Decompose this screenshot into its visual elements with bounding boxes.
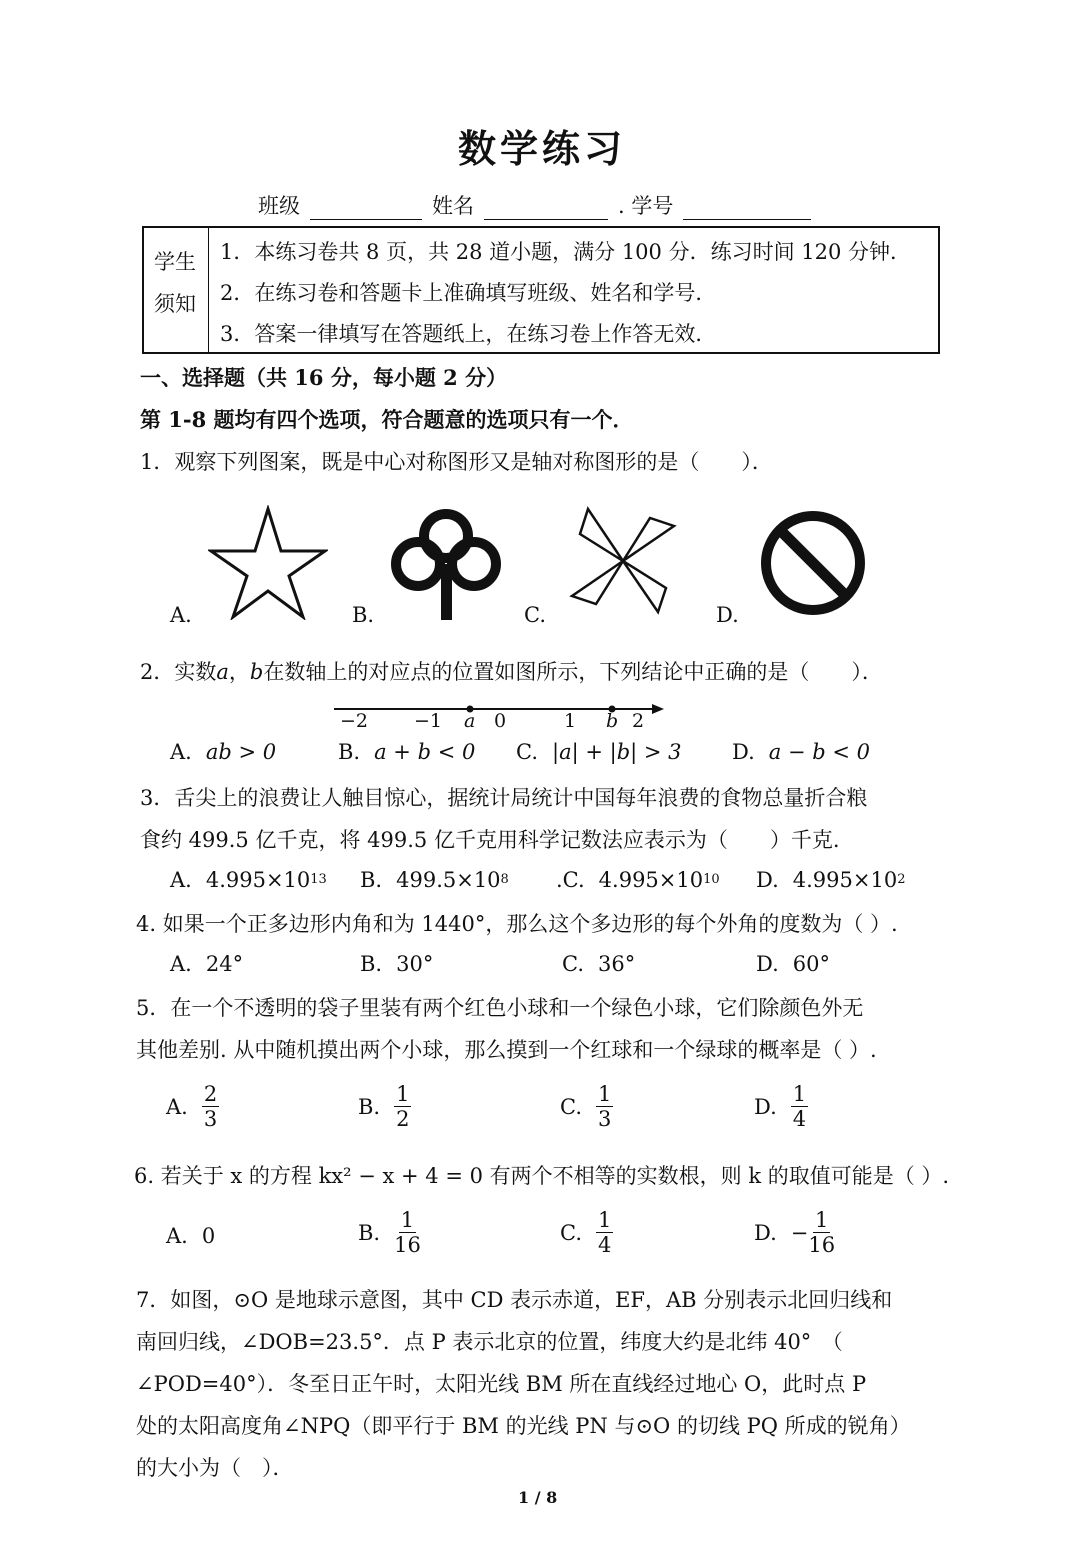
notice-item-3: 3．答案一律填写在答题纸上，在练习卷上作答无效． — [220, 322, 717, 346]
q6-option-d: D. − $\frac{1}{16}$ — [754, 1208, 836, 1257]
notice-head-line1: 学生 — [154, 250, 196, 274]
student-info-row — [258, 192, 821, 220]
q3-option-a: A. 4.995×10 13 — [170, 868, 327, 892]
notice-head-line2: 须知 — [154, 292, 196, 316]
q7-line-4: 处的太阳高度角∠NPQ（即平行于 BM 的光线 PN 与⊙O 的切线 PQ 所成的锐角） — [136, 1414, 911, 1438]
q1-option-b-label: B. — [352, 603, 375, 627]
q1-option-d-label: D. — [716, 603, 739, 627]
axis-tick-neg1: −1 — [414, 710, 443, 732]
notice-item-2: 2．在练习卷和答题卡上准确填写班级、姓名和学号． — [220, 281, 717, 305]
q1-stem: 1．观察下列图案，既是中心对称图形又是轴对称图形的是（ ）． — [140, 450, 773, 474]
q2-option-d: D. a − b < 0 — [732, 740, 870, 764]
q5-option-d: D. $\frac{1}{4}$ — [754, 1082, 807, 1131]
q4-option-b: B. 30° — [360, 952, 434, 976]
page-number: 1 / 8 — [518, 1488, 558, 1507]
student-id-field[interactable] — [683, 197, 811, 220]
notice-box — [142, 226, 940, 354]
q2-stem: 2．实数a，b在数轴上的对应点的位置如图所示，下列结论中正确的是（ ）． — [140, 660, 883, 684]
axis-point-a: a — [464, 710, 476, 732]
axis-point-b: b — [606, 710, 619, 732]
q7-line-2: 南回归线，∠DOB=23.5°．点 P 表示北京的位置，纬度大约是北纬 40° （ — [136, 1330, 843, 1354]
class-label: 班级 — [258, 194, 300, 218]
q5-stem-line1: 5．在一个不透明的袋子里装有两个红色小球和一个绿色小球，它们除颜色外无 — [136, 996, 864, 1020]
q3-option-d: D. 4.995×10 2 — [756, 868, 906, 892]
q3-stem-line2: 食约 499.5 亿千克，将 499.5 亿千克用科学记数法应表示为（ ）千克. — [140, 828, 840, 852]
q4-option-d: D. 60° — [756, 952, 830, 976]
q2-option-a: A. ab > 0 — [170, 740, 277, 764]
axis-tick-0: 0 — [494, 710, 507, 732]
axis-tick-1: 1 — [564, 710, 577, 732]
notice-head — [144, 228, 209, 352]
axis-tick-neg2: −2 — [340, 710, 369, 732]
axis-tick-2: 2 — [632, 710, 645, 732]
q1-option-c-label: C. — [524, 603, 546, 627]
q2-option-c: C. |a| + |b| > 3 — [516, 740, 682, 764]
notice-item-1: 1．本练习卷共 8 页，共 28 道小题，满分 100 分．练习时间 120 分钟． — [220, 240, 912, 264]
var-a: a — [216, 660, 229, 684]
q4-stem: 4. 如果一个正多边形内角和为 1440°，那么这个多边形的每个外角的度数为（ ）. — [136, 912, 898, 936]
q3-stem-line1: 3．舌尖上的浪费让人触目惊心，据统计局统计中国每年浪费的食物总量折合粮 — [140, 786, 868, 810]
q4-option-a: A. 24° — [170, 952, 244, 976]
name-field[interactable] — [484, 197, 608, 220]
q5-option-a: A. $\frac{2}{3}$ — [166, 1082, 218, 1131]
q2-option-b: B. a + b < 0 — [338, 740, 476, 764]
q7-line-1: 7．如图，⊙O 是地球示意图，其中 CD 表示赤道，EF，AB 分别表示北回归线和 — [136, 1288, 893, 1312]
name-label: 姓名 — [432, 194, 474, 218]
page-title: 数学练习 — [458, 127, 627, 171]
q3-option-c: .C. 4.995×10 10 — [556, 868, 720, 892]
id-label: . 学号 — [618, 194, 674, 218]
section-subheading: 第 1-8 题均有四个选项，符合题意的选项只有一个． — [140, 407, 634, 432]
pinwheel-icon — [566, 504, 680, 618]
star-outline-icon — [208, 505, 328, 620]
q6-option-a: A. 0 — [166, 1224, 216, 1248]
q3-option-b: B. 499.5×10 8 — [360, 868, 509, 892]
section-heading: 一、选择题（共 16 分，每小题 2 分） — [140, 365, 508, 390]
q5-option-c: C. $\frac{1}{3}$ — [560, 1082, 612, 1131]
q5-stem-line2: 其他差别. 从中随机摸出两个小球，那么摸到一个红球和一个绿球的概率是（ ）. — [136, 1038, 877, 1062]
q7-line-5: 的大小为（ ）． — [136, 1456, 294, 1480]
q7-line-3: ∠POD=40°）．冬至日正午时，太阳光线 BM 所在直线经过地心 O，此时点 P — [136, 1372, 867, 1396]
q4-option-c: C. 36° — [562, 952, 636, 976]
class-field[interactable] — [310, 197, 422, 220]
q5-option-b: B. $\frac{1}{2}$ — [358, 1082, 410, 1131]
q1-option-a-label: A. — [170, 603, 192, 627]
var-b: b — [249, 660, 264, 684]
prohibition-sign-icon — [758, 508, 868, 618]
q6-option-b: B. $\frac{1}{16}$ — [358, 1208, 421, 1257]
q6-option-c: C. $\frac{1}{4}$ — [560, 1208, 612, 1257]
q6-stem: 6. 若关于 x 的方程 kx² − x + 4 = 0 有两个不相等的实数根，则 k 的取值可能是（ ）. — [134, 1164, 950, 1188]
three-rings-tree-icon — [386, 504, 506, 622]
number-line — [330, 700, 670, 736]
